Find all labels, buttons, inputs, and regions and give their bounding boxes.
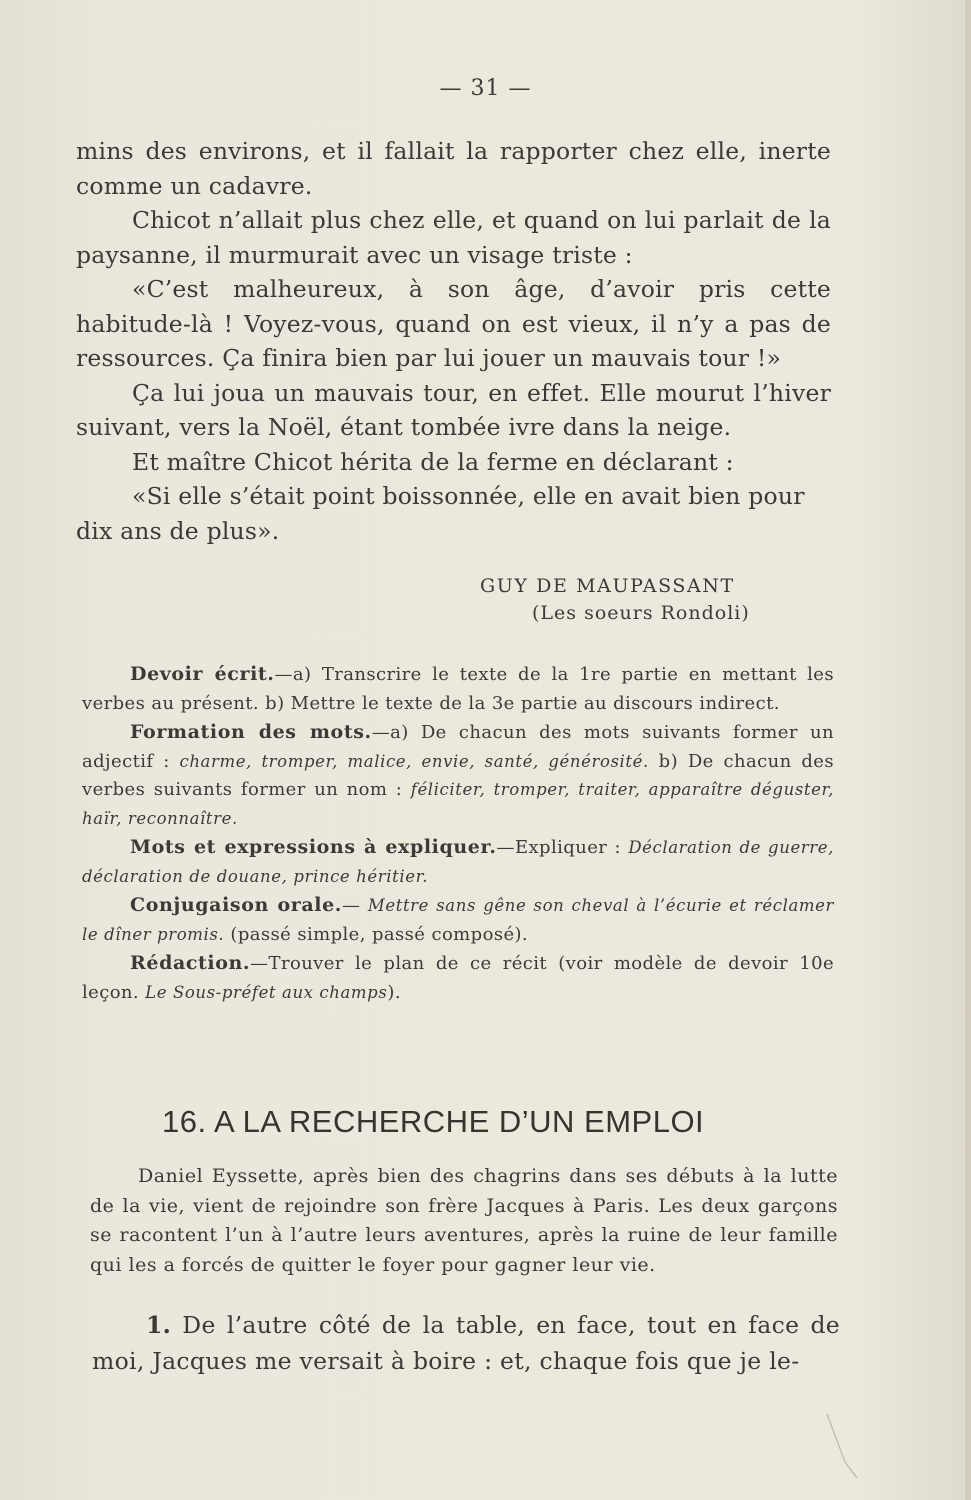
paragraph-number: 1.: [146, 1311, 172, 1339]
exercise-words: charme, tromper, malice, envie, santé, générosité.: [179, 751, 649, 771]
exercise-text: —a) De chacun des mots suivants former un adjectif :: [82, 722, 834, 772]
exercise-redaction: [82, 949, 834, 1007]
exercise-mots: [82, 833, 834, 891]
exercise-text: —a) Transcrire le texte de la 1re partie en mettant les verbes au présent. b) Mettre le texte de la 3e partie au discours indirect.: [82, 664, 834, 714]
story-text: [76, 134, 831, 548]
story-paragraph: «C’est malheureux, à son âge, d’avoir pris cette habitude-là ! Voyez-vous, quand on est vieux, il n’y a pas de ressources. Ça finira bien par lui jouer un mauvais tour !»: [76, 275, 831, 372]
story-paragraph: Et maître Chicot hérita de la ferme en déclarant :: [132, 447, 734, 476]
paragraph-text: De l’autre côté de la table, en face, tout en face de moi, Jacques me versait à boire : et, chaque fois que je le-: [92, 1311, 840, 1375]
intro-paragraph: Daniel Eyssette, après bien des chagrins dans ses débuts à la lutte de la vie, vient de rejoindre son frère Jacques à Paris. Les deux garçons se racontent l’un à l’autre leurs aventures, après la ruine de leur famille qui les a forcés de quitter le foyer pour gagner leur vie.: [90, 1165, 838, 1276]
chapter-title: 16. A LA RECHERCHE D’UN EMPLOI: [162, 1104, 705, 1139]
exercise-text: —Expliquer :: [496, 837, 629, 858]
story-paragraph: mins des environs, et il fallait la rapporter chez elle, inerte comme un cadavre.: [76, 137, 831, 200]
exercise-heading: Formation des mots.: [130, 721, 372, 743]
exercise-heading: Mots et expressions à expliquer.: [130, 836, 497, 858]
exercise-text: (passé simple, passé composé).: [224, 923, 529, 945]
exercise-heading: Rédaction.: [130, 952, 251, 974]
exercise-text: ).: [387, 981, 401, 1003]
source-title: (Les soeurs Rondoli): [532, 602, 750, 624]
exercise-words: Déclaration de guerre, déclaration de douane, prince héritier.: [82, 838, 834, 886]
chapter-paragraph: [92, 1308, 840, 1379]
exercise-devoir: [82, 660, 834, 718]
exercise-words: Mettre sans gêne son cheval à l’écurie et réclamer le dîner promis.: [82, 896, 835, 944]
author-name: GUY DE MAUPASSANT: [480, 575, 735, 597]
exercise-formation: [82, 718, 834, 833]
exercise-heading: Devoir écrit.: [130, 663, 275, 685]
page-edge: [965, 0, 971, 1500]
exercise-text: —Trouver le plan de ce récit (voir modèle de devoir 10e leçon.: [82, 953, 834, 1003]
exercise-words: Le Sous-préfet aux champs: [145, 982, 388, 1002]
exercise-text: —: [341, 895, 368, 916]
page-number: — 31 —: [439, 76, 532, 101]
story-paragraph: «Si elle s’était point boissonnée, elle en avait bien pour dix ans de plus».: [76, 482, 805, 545]
exercises-section: [82, 660, 834, 1007]
exercise-heading: Conjugaison orale.: [130, 894, 342, 916]
story-paragraph: Ça lui joua un mauvais tour, en effet. Elle mourut l’hiver suivant, vers la Noël, étant tombée ivre dans la neige.: [76, 378, 831, 441]
exercise-text: b) De chacun des verbes suivants former un nom :: [82, 750, 834, 800]
exercise-words: féliciter, tromper, traiter, apparaître déguster, haïr, reconnaître.: [82, 780, 834, 828]
chapter-body: [92, 1308, 840, 1379]
pencil-mark-icon: [823, 1412, 863, 1482]
chapter-intro: [90, 1162, 838, 1280]
exercise-conjugaison: [82, 891, 834, 949]
attribution: [480, 573, 780, 627]
story-paragraph: Chicot n’allait plus chez elle, et quand on lui parlait de la paysanne, il murmurait avec un visage triste :: [76, 206, 831, 269]
